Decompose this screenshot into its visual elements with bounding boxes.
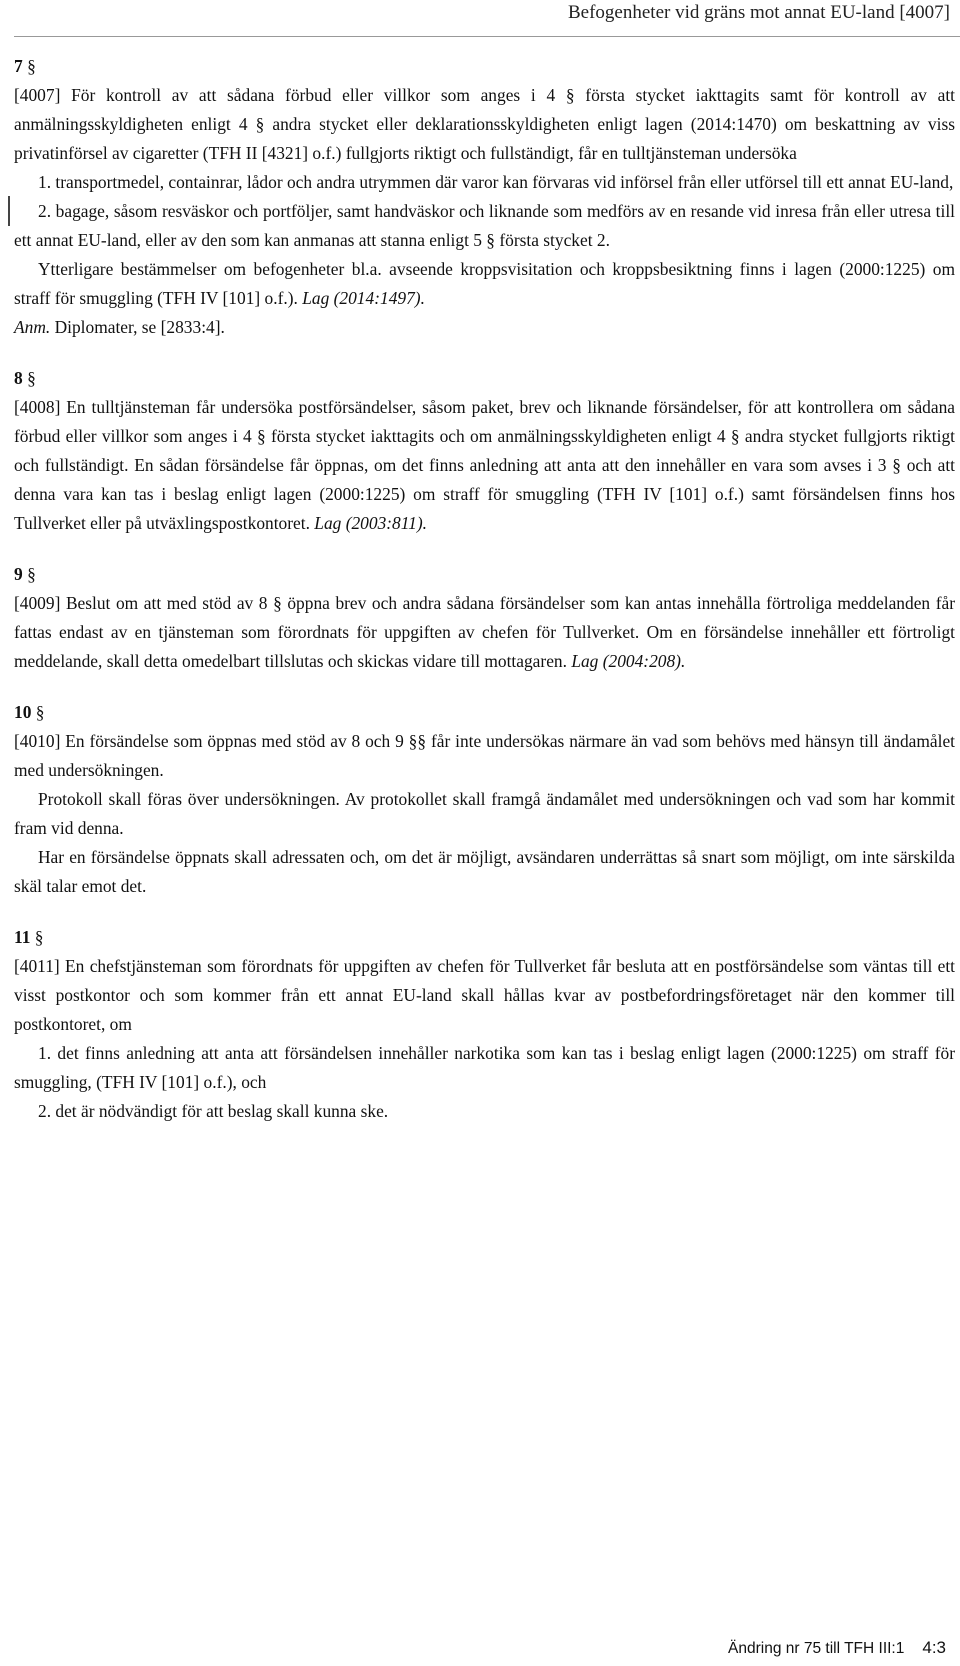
note-label: Anm. — [14, 317, 51, 337]
section-symbol: § — [27, 368, 36, 388]
section-11-paragraph-1: [4011] En chefstjänsteman som förordnats för uppgiften av chefen för Tullverket får besluta att en postförsändelse som väntas till ett visst postkontor och som kommer från ett annat EU-land skall hållas kvar av postbefordringsföretaget när den kommer till postkontoret, om — [14, 956, 955, 1034]
section-symbol: § — [34, 927, 44, 947]
section-11-item-1: 1. det finns anledning att anta att försändelsen innehåller narkotika som kan tas i beslag enligt lagen (2000:1225) om straff för smuggling, (TFH IV [101] o.f.), och — [14, 1043, 955, 1092]
header-rule — [14, 36, 960, 37]
section-number: 11 — [14, 927, 31, 947]
page-footer — [728, 1638, 946, 1658]
section-9-heading — [14, 560, 955, 589]
section-10-paragraph-1: [4010] En försändelse som öppnas med stöd av 8 och 9 §§ får inte undersökas närmare än vad som behövs med hänsyn till ändamålet med undersökningen. — [14, 731, 955, 780]
section-7-item-1: 1. transportmedel, containrar, lådor och andra utrymmen där varor kan förvaras vid införsel från eller utförsel till ett annat EU-land, — [38, 172, 954, 192]
section-number: 9 — [14, 564, 23, 584]
page-number: 4:3 — [922, 1638, 946, 1657]
law-reference: Lag (2014:1497). — [302, 288, 425, 308]
document-body — [14, 52, 955, 1126]
law-reference: Lag (2003:811). — [314, 513, 427, 533]
section-9-paragraph-1 — [14, 589, 955, 676]
section-10-paragraph-3: Har en försändelse öppnats skall adressaten och, om det är möjligt, avsändaren underrättas så snart som möjligt, om inte särskilda skäl talar emot det. — [14, 847, 955, 896]
section-7-paragraph-1: [4007] För kontroll av att sådana förbud eller villkor som anges i 4 § första stycket iakttagits samt för kontroll av att anmälningsskyldigheten enligt 4 § andra stycket eller deklarationsskyldigheten enligt lagen (2014:1470) om beskattning av viss privatinförsel av cigaretter (TFH II [4321] o.f.) fullgjorts riktigt och fullständigt, får en tulltjänsteman undersöka — [14, 85, 955, 163]
section-8-paragraph-1-text: [4008] En tulltjänsteman får undersöka postförsändelser, såsom paket, brev och liknande försändelser, för att kontrollera om sådana förbud eller villkor som anges i 4 § första stycket iakttagits och om anmälningsskyldigheten enligt 4 § andra stycket fullgjorts riktigt och fullständigt. En sådan försändelse får öppnas, om det finns anledning att anta att den innehåller en vara som avses i 3 § och att denna vara kan tas i beslag enligt lagen (2000:1225) om straff för smuggling (TFH IV [101] o.f.) samt försändelsen finns hos Tullverket eller på utväxlingspostkontoret. — [14, 397, 955, 533]
section-7-paragraph-2 — [14, 255, 955, 313]
section-number: 8 — [14, 368, 23, 388]
section-7-paragraph-2-text: Ytterligare bestämmelser om befogenheter bl.a. avseende kroppsvisitation och kroppsbesiktning finns i lagen (2000:1225) om straff för smuggling (TFH IV [101] o.f.). — [14, 259, 955, 308]
section-symbol: § — [35, 702, 45, 722]
section-symbol: § — [27, 56, 36, 76]
section-symbol: § — [27, 564, 36, 584]
section-8-paragraph-1 — [14, 393, 955, 538]
section-7-item-2: 2. bagage, såsom resväskor och portföljer, samt handväskor och liknande som medförs av en resande vid inresa från eller utresa till ett annat EU-land, eller av den som kan anmanas att stanna enligt 5 § första stycket 2. — [14, 201, 955, 250]
section-7-note — [14, 313, 955, 342]
section-number: 7 — [14, 56, 23, 76]
note-text: Diplomater, se [2833:4]. — [54, 317, 225, 337]
amendment-label: Ändring nr 75 till TFH III:1 — [728, 1640, 905, 1657]
section-9-paragraph-1-text: [4009] Beslut om att med stöd av 8 § öppna brev och andra sådana försändelser som kan antas innehålla förtroliga meddelanden får fattas endast av en tjänsteman som förordnats för uppgiften av chefen för Tullverket. Om en försändelse innehåller ett förtroligt meddelande, skall detta omedelbart tillslutas och skickas vidare till mottagaren. — [14, 593, 955, 671]
section-11-item-2: 2. det är nödvändigt för att beslag skall kunna ske. — [38, 1101, 389, 1121]
change-marker-bar — [8, 196, 10, 226]
section-number: 10 — [14, 702, 32, 722]
running-header: Befogenheter vid gräns mot annat EU-land [4007] — [568, 2, 950, 23]
section-7-heading — [14, 52, 955, 81]
section-10-paragraph-2: Protokoll skall föras över undersökningen. Av protokollet skall framgå ändamålet med undersökningen och vad som har kommit fram vid denna. — [14, 789, 955, 838]
section-8-heading — [14, 364, 955, 393]
law-reference: Lag (2004:208). — [571, 651, 686, 671]
section-10-heading — [14, 698, 955, 727]
section-11-heading — [14, 923, 955, 952]
